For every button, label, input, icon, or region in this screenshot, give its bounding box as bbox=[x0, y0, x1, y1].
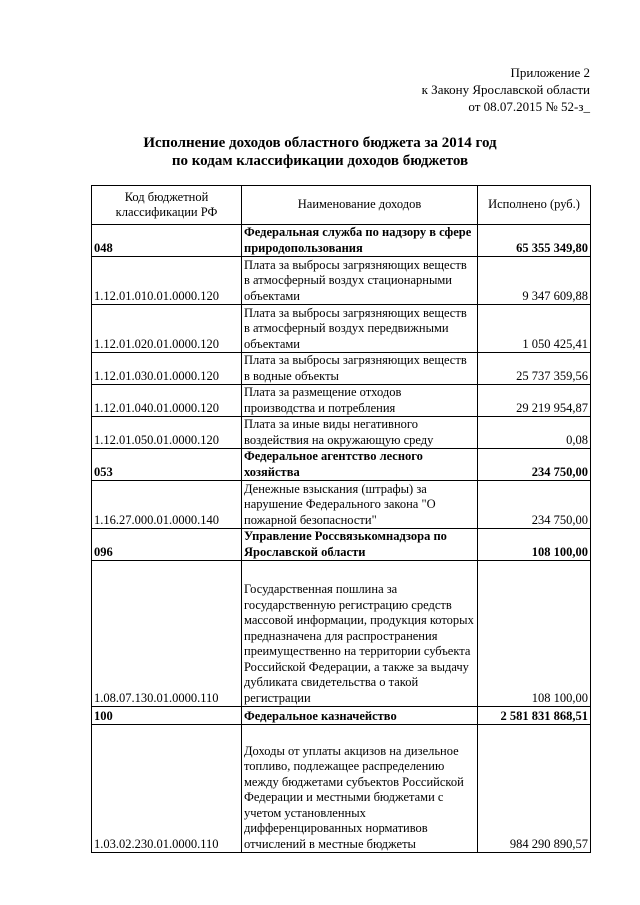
table-row bbox=[92, 257, 591, 305]
row-code: 1.03.02.230.01.0000.110 bbox=[92, 725, 242, 853]
row-name: Федеральная служба по надзору в сфере природопользования bbox=[242, 225, 478, 257]
document-title bbox=[0, 134, 640, 170]
table-row bbox=[92, 225, 591, 257]
row-code: 1.12.01.010.01.0000.120 bbox=[92, 257, 242, 305]
appendix-line-2: к Закону Ярославской области bbox=[421, 82, 590, 97]
table-row bbox=[92, 385, 591, 417]
row-code: 1.12.01.040.01.0000.120 bbox=[92, 385, 242, 417]
row-name: Доходы от уплаты акцизов на дизельное топливо, подлежащее распределению между бюджетами субъектов Российской Федерации и местными бюджетами с учетом установленных дифференцированных нормативов отчислений в местные бюджеты bbox=[242, 725, 478, 853]
row-amount: 0,08 bbox=[478, 417, 591, 449]
row-code: 1.16.27.000.01.0000.140 bbox=[92, 481, 242, 529]
table-row bbox=[92, 481, 591, 529]
row-code: 1.12.01.050.01.0000.120 bbox=[92, 417, 242, 449]
row-name: Государственная пошлина за государственную регистрацию средств массовой информации, продукция которых предназначена для распространения преимущественно на территории субъекта Российской Федерации, а также за выдачу дубликата свидетельства о такой регистрации bbox=[242, 561, 478, 707]
appendix-line-3: от 08.07.2015 № 52-з_ bbox=[468, 99, 590, 114]
row-name: Плата за выбросы загрязняющих веществ в водные объекты bbox=[242, 353, 478, 385]
table-row bbox=[92, 305, 591, 353]
title-line-2: по кодам классификации доходов бюджетов bbox=[171, 153, 469, 169]
table-row bbox=[92, 529, 591, 561]
row-code: 1.12.01.030.01.0000.120 bbox=[92, 353, 242, 385]
table-row bbox=[92, 353, 591, 385]
row-name: Плата за размещение отходов производства и потребления bbox=[242, 385, 478, 417]
table-header-row bbox=[92, 186, 591, 225]
row-code: 100 bbox=[92, 707, 242, 725]
row-amount: 1 050 425,41 bbox=[478, 305, 591, 353]
row-amount: 2 581 831 868,51 bbox=[478, 707, 591, 725]
header-name: Наименование доходов bbox=[242, 186, 478, 225]
row-amount: 108 100,00 bbox=[478, 561, 591, 707]
appendix-line-1: Приложение 2 bbox=[510, 65, 590, 80]
table-row bbox=[92, 449, 591, 481]
row-name: Денежные взыскания (штрафы) за нарушение Федерального закона "О пожарной безопасности" bbox=[242, 481, 478, 529]
row-amount: 25 737 359,56 bbox=[478, 353, 591, 385]
row-amount: 108 100,00 bbox=[478, 529, 591, 561]
row-amount: 9 347 609,88 bbox=[478, 257, 591, 305]
title-line-1: Исполнение доходов областного бюджета за 2014 год bbox=[143, 135, 497, 151]
row-name: Плата за выбросы загрязняющих веществ в атмосферный воздух передвижными объектами bbox=[242, 305, 478, 353]
row-code: 1.08.07.130.01.0000.110 bbox=[92, 561, 242, 707]
row-amount: 65 355 349,80 bbox=[478, 225, 591, 257]
row-code: 096 bbox=[92, 529, 242, 561]
row-amount: 29 219 954,87 bbox=[478, 385, 591, 417]
row-amount: 234 750,00 bbox=[478, 481, 591, 529]
table-row bbox=[92, 707, 591, 725]
table-row bbox=[92, 561, 591, 707]
row-code: 053 bbox=[92, 449, 242, 481]
revenue-table bbox=[91, 185, 591, 853]
header-amount: Исполнено (руб.) bbox=[478, 186, 591, 225]
appendix-block bbox=[422, 64, 590, 115]
row-name: Федеральное агентство лесного хозяйства bbox=[242, 449, 478, 481]
row-name: Плата за выбросы загрязняющих веществ в атмосферный воздух стационарными объектами bbox=[242, 257, 478, 305]
table-row bbox=[92, 725, 591, 853]
table-row bbox=[92, 417, 591, 449]
row-amount: 234 750,00 bbox=[478, 449, 591, 481]
row-name: Управление Россвязькомнадзора по Ярославской области bbox=[242, 529, 478, 561]
row-amount: 984 290 890,57 bbox=[478, 725, 591, 853]
row-code: 048 bbox=[92, 225, 242, 257]
row-name: Плата за иные виды негативного воздействия на окружающую среду bbox=[242, 417, 478, 449]
row-name: Федеральное казначейство bbox=[242, 707, 478, 725]
header-code: Код бюджетной классификации РФ bbox=[92, 186, 242, 225]
row-code: 1.12.01.020.01.0000.120 bbox=[92, 305, 242, 353]
